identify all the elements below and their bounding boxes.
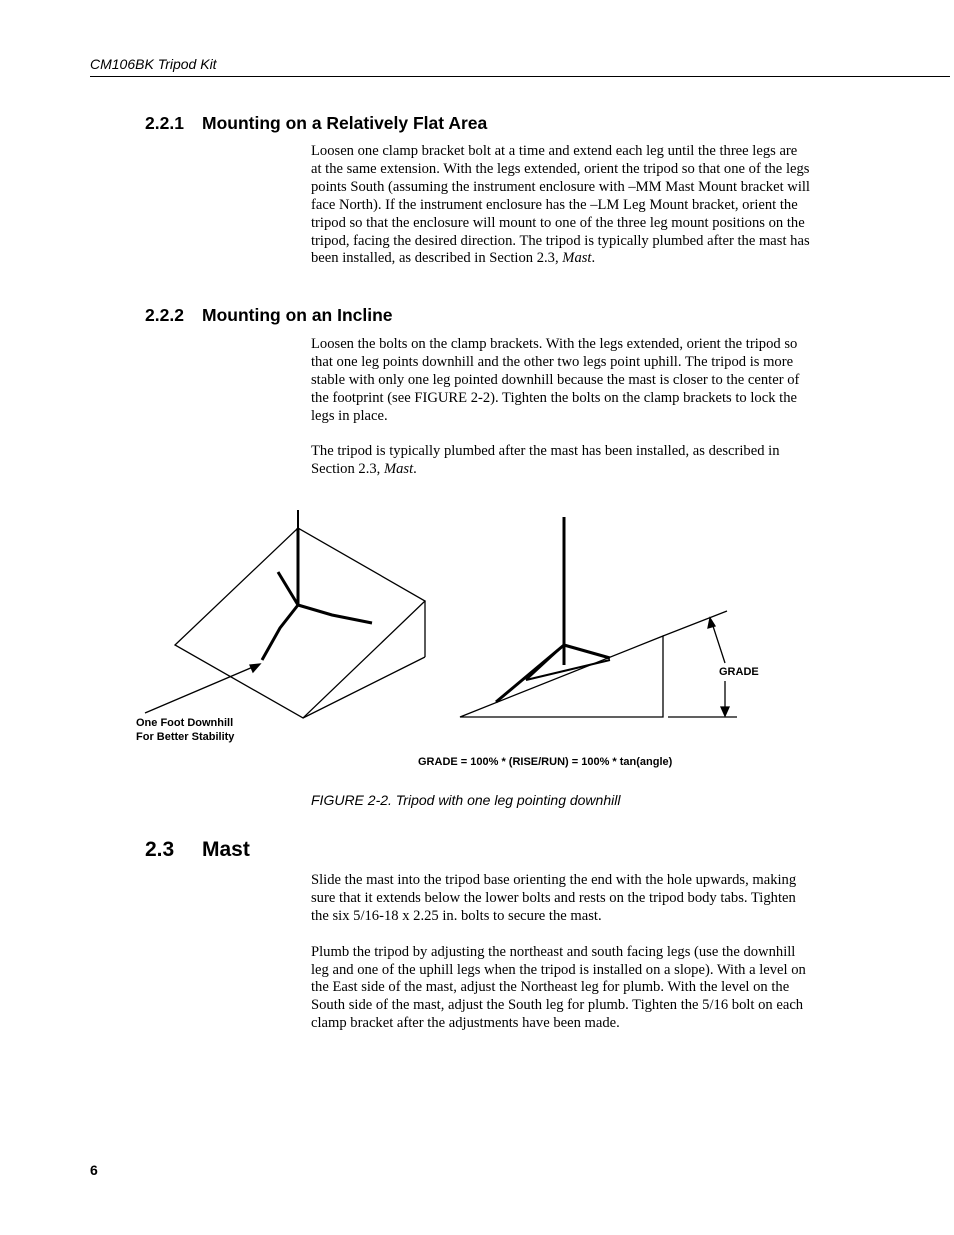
paragraph: Loosen the bolts on the clamp brackets. With the legs extended, orient the tripod so that one leg points downhill and the other two legs point uphill. The tripod is more stable with only one leg pointed downhill because the mast is closer to the center of the footprint (see FIGURE 2-2). Tighten the bolts on the clamp brackets to lock the legs in place. (311, 336, 800, 424)
paragraph: Loosen one clamp bracket bolt at a time and extend each leg until the three legs are at the same extension. With the legs extended, orient the tripod so that one of the legs points South (assuming the instrument enclosure with –MM Mast Mount bracket will face North). If the instrument enclosure has the –LM Leg Mount bracket, orient the tripod so that the enclosure will mount to one of the three leg mount positions on the tripod, facing the desired direction. The tripod is typically plumbed after the mast has been installed, as described in Section 2.3, Mast. (311, 143, 810, 267)
heading-2-3 (145, 838, 250, 862)
heading-number: 2.3 (145, 838, 175, 861)
heading-2-2-1 (145, 113, 487, 134)
heading-2-2-2 (145, 305, 393, 326)
grade-label: GRADE (719, 666, 759, 678)
running-header: CM106BK Tripod Kit (90, 56, 217, 72)
grade-formula: GRADE = 100% * (RISE/RUN) = 100% * tan(angle) (418, 756, 673, 768)
flat-area-plane (175, 528, 425, 718)
section-2-3-body (311, 872, 811, 1051)
heading-title: Mounting on an Incline (202, 305, 393, 325)
paragraph: Slide the mast into the tripod base orienting the end with the hole upwards, making sure that it extends below the lower bolts and rests on the tripod body tabs. Tighten the six 5/16-18 x 2.25 in. bolts to secure the mast. (311, 872, 797, 924)
paragraph: Plumb the tripod by adjusting the northeast and south facing legs (use the downhill leg and one of the uphill legs when the tripod is installed on a slope). With a level on the East side of the mast, adjust the Northeast leg for plumb. With the level on the South side of the mast, adjust the South leg for plumb. Tighten the 5/16 bolt on each clamp bracket after the adjustments have been made. (311, 943, 806, 1032)
section-2-2-2-body (311, 336, 811, 497)
heading-number: 2.2.2 (145, 305, 184, 325)
heading-title: Mast (202, 838, 250, 861)
downhill-label-line-1: One Foot Downhill (136, 717, 234, 729)
paragraph: The tripod is typically plumbed after the mast has been installed, as described in Section 2.3, Mast. (311, 443, 780, 478)
heading-number: 2.2.1 (145, 113, 184, 133)
downhill-label-line-2: For Better Stability (136, 731, 235, 743)
heading-title: Mounting on a Relatively Flat Area (202, 113, 488, 133)
figure-caption: FIGURE 2-2. Tripod with one leg pointing downhill (311, 792, 621, 808)
tripod-figure (120, 500, 840, 780)
header-rule (90, 76, 950, 77)
section-2-2-1-body (311, 143, 811, 286)
page-number: 6 (90, 1162, 98, 1178)
